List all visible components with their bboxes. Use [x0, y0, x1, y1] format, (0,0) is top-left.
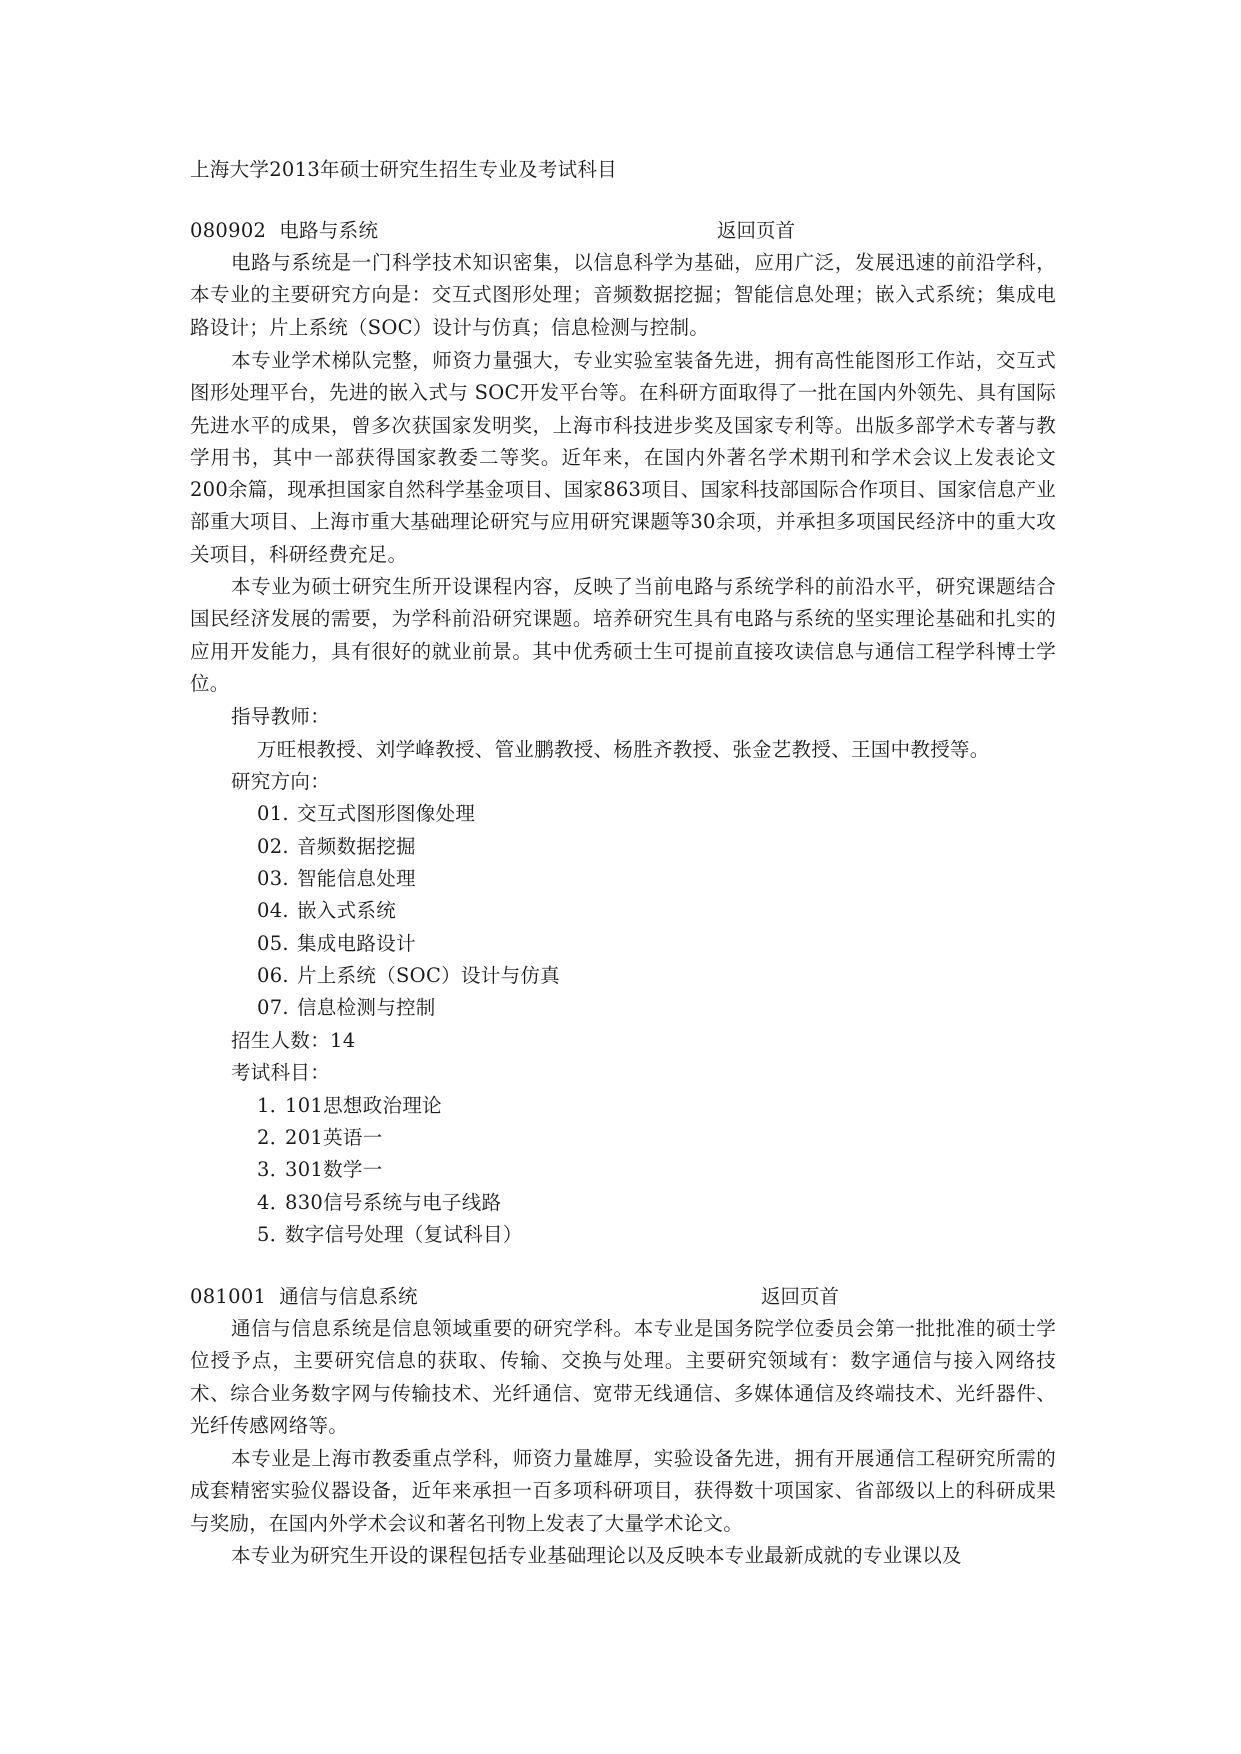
section-code: 080902 [190, 219, 267, 242]
direction-item: 02. 音频数据挖掘 [257, 835, 416, 858]
exams-label: 考试科目： [231, 1061, 331, 1084]
section-code: 081001 [190, 1285, 267, 1308]
exam-item: 3．301数学一 [257, 1158, 383, 1181]
direction-item: 01. 交互式图形图像处理 [257, 802, 476, 825]
directions-label: 研究方向： [231, 770, 331, 793]
enrollment-count: 招生人数：14 [231, 1029, 356, 1052]
section-paragraph: 本专业为硕士研究生所开设课程内容，反映了当前电路与系统学科的前沿水平，研究课题结合国民经济发展的需要，为学科前沿研究课题。培养研究生具有电路与系统的坚实理论基础和扎实的应用开发能力，具有很好的就业前景。其中优秀硕士生可提前直接攻读信息与通信工程学科博士学位。 [190, 575, 1056, 695]
section-header-080902 [190, 215, 378, 247]
section-paragraph: 电路与系统是一门科学技术知识密集，以信息科学为基础，应用广泛，发展迅速的前沿学科，本专业的主要研究方向是：交互式图形处理；音频数据挖掘；智能信息处理；嵌入式系统；集成电路设计；片上系统（SOC）设计与仿真；信息检测与控制。 [190, 251, 1056, 339]
exam-item: 5．数字信号处理（复试科目） [257, 1223, 523, 1246]
direction-item: 04. 嵌入式系统 [257, 899, 397, 922]
advisors-list: 万旺根教授、刘学峰教授、管业鹏教授、杨胜齐教授、张金艺教授、王国中教授等。 [257, 738, 990, 761]
direction-item: 03. 智能信息处理 [257, 867, 416, 890]
section-paragraph: 本专业学术梯队完整，师资力量强大，专业实验室装备先进，拥有高性能图形工作站，交互式图形处理平台，先进的嵌入式与 SOC开发平台等。在科研方面取得了一批在国内外领先、具有国际先进水平的成果，曾多次获国家发明奖，上海市科技进步奖及国家专利等。出版多部学术专著与教学用书，其中一部获得国家教委二等奖。近年来，在国内外著名学术期刊和学术会议上发表论文200余篇，现承担国家自然科学基金项目、国家863项目、国家科技部国际合作项目、国家信息产业部重大项目、上海市重大基础理论研究与应用研究课题等30余项，并承担多项国民经济中的重大攻关项目，科研经费充足。 [190, 349, 1056, 566]
advisors-label: 指导教师： [231, 705, 331, 728]
direction-item: 06. 片上系统（SOC）设计与仿真 [257, 964, 560, 987]
section-name: 通信与信息系统 [279, 1285, 418, 1308]
direction-item: 07. 信息检测与控制 [257, 996, 436, 1019]
exam-item: 4．830信号系统与电子线路 [257, 1191, 502, 1214]
section-header-081001 [190, 1281, 418, 1313]
direction-item: 05. 集成电路设计 [257, 932, 416, 955]
exam-item: 2．201英语一 [257, 1126, 383, 1149]
exam-item: 1．101思想政治理论 [257, 1094, 442, 1117]
back-to-top-link[interactable]: 返回页首 [761, 1285, 840, 1308]
back-to-top-link[interactable]: 返回页首 [717, 219, 796, 242]
section-paragraph: 本专业为研究生开设的课程包括专业基础理论以及反映本专业最新成就的专业课以及 [231, 1544, 962, 1567]
section-paragraph: 本专业是上海市教委重点学科，师资力量雄厚，实验设备先进，拥有开展通信工程研究所需的成套精密实验仪器设备，近年来承担一百多项科研项目，获得数十项国家、省部级以上的科研成果与奖励，在国内外学术会议和著名刊物上发表了大量学术论文。 [190, 1447, 1056, 1535]
section-name: 电路与系统 [279, 219, 379, 242]
document-title: 上海大学2013年硕士研究生招生专业及考试科目 [190, 158, 618, 181]
section-paragraph: 通信与信息系统是信息领域重要的研究学科。本专业是国务院学位委员会第一批批准的硕士学位授予点，主要研究信息的获取、传输、交换与处理。主要研究领域有：数字通信与接入网络技术、综合业务数字网与传输技术、光纤通信、宽带无线通信、多媒体通信及终端技术、光纤器件、光纤传感网络等。 [190, 1317, 1056, 1437]
